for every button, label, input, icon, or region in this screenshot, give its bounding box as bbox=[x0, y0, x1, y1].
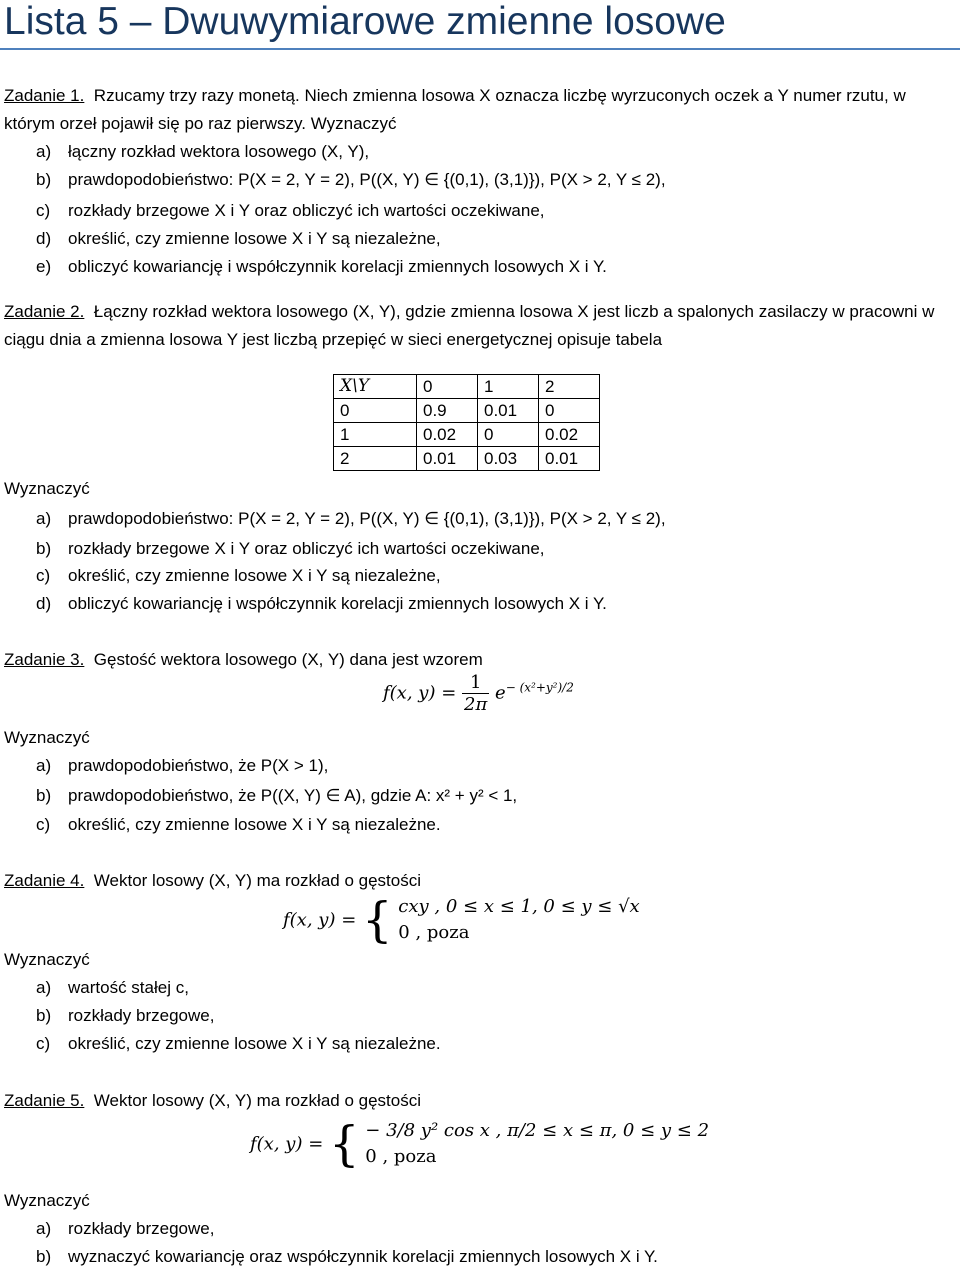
task-3-item-a: a) prawdopodobieństwo, że P(X > 1), bbox=[36, 756, 329, 775]
task-5-item-b: b) wyznaczyć kowariancję oraz współczynnik korelacji zmiennych losowych X i Y. bbox=[36, 1247, 658, 1266]
task-5-wyznaczyc: Wyznaczyć bbox=[4, 1191, 90, 1210]
table-row: 0 0.9 0.01 0 bbox=[334, 399, 600, 423]
page-title: Lista 5 – Dwuwymiarowe zmienne losowe bbox=[4, 0, 726, 43]
task-1-intro bbox=[4, 82, 954, 138]
task-2-label: Zadanie 2. bbox=[4, 302, 85, 321]
task-4-intro bbox=[4, 867, 954, 895]
task-1-item-d: d) określić, czy zmienne losowe X i Y są niezależne, bbox=[36, 229, 441, 248]
task-4-item-a: a) wartość stałej c, bbox=[36, 978, 189, 997]
title-rule bbox=[0, 48, 960, 50]
table-header-row: X\Y 0 1 2 bbox=[334, 375, 600, 399]
task-2-intro bbox=[4, 298, 954, 354]
task-3-item-c: c) określić, czy zmienne losowe X i Y są niezależne. bbox=[36, 815, 441, 834]
task-4-item-c: c) określić, czy zmienne losowe X i Y są niezależne. bbox=[36, 1034, 441, 1053]
task-5-text: Wektor losowy (X, Y) ma rozkład o gęstości bbox=[93, 1091, 422, 1110]
task-2-wyznaczyc: Wyznaczyć bbox=[4, 479, 90, 498]
task-1-label: Zadanie 1. bbox=[4, 86, 85, 105]
table-row: 1 0.02 0 0.02 bbox=[334, 423, 600, 447]
task-1-item-c: c) rozkłady brzegowe X i Y oraz obliczyć ich wartości oczekiwane, bbox=[36, 201, 545, 220]
task-1-item-e: e) obliczyć kowariancję i współczynnik korelacji zmiennych losowych X i Y. bbox=[36, 257, 607, 276]
task-1-text: Rzucamy trzy razy monetą. Niech zmienna losowa X oznacza liczbę wyrzuconych oczek a Y numer rzutu, w którym orzeł pojawił się po raz pierwszy. Wyznaczyć bbox=[4, 86, 906, 133]
task-4-text: Wektor losowy (X, Y) ma rozkład o gęstości bbox=[93, 871, 422, 890]
table-row: 2 0.01 0.03 0.01 bbox=[334, 447, 600, 471]
task-3-label: Zadanie 3. bbox=[4, 650, 85, 669]
task-3-density-formula: f(x, y) = $\frac{1}{2\pi}$ $e^{- (x^2+y^2)/2}$ bbox=[383, 672, 574, 715]
task-3-wyznaczyc: Wyznaczyć bbox=[4, 728, 90, 747]
task-4-wyznaczyc: Wyznaczyć bbox=[4, 950, 90, 969]
task-4-density-formula: f(x, y) = { cxy , 0 ≤ x ≤ 1, 0 ≤ y ≤ √x 0 , poza bbox=[283, 892, 640, 948]
task-1-item-b: b) prawdopodobieństwo: P(X = 2, Y = 2), P((X, Y) ∈ {(0,1), (3,1)}), P(X > 2, Y ≤ 2), bbox=[36, 170, 666, 189]
task-5-item-a: a) rozkłady brzegowe, bbox=[36, 1219, 215, 1238]
task-2-item-b: b) rozkłady brzegowe X i Y oraz obliczyć ich wartości oczekiwane, bbox=[36, 539, 545, 558]
task-3-intro bbox=[4, 646, 954, 674]
task-3-item-b: b) prawdopodobieństwo, że P((X, Y) ∈ A), gdzie A: x² + y² < 1, bbox=[36, 786, 518, 805]
task-4-label: Zadanie 4. bbox=[4, 871, 85, 890]
task-2-item-a: a) prawdopodobieństwo: P(X = 2, Y = 2), P((X, Y) ∈ {(0,1), (3,1)}), P(X > 2, Y ≤ 2), bbox=[36, 509, 666, 528]
task-1-item-a: a) łączny rozkład wektora losowego (X, Y), bbox=[36, 142, 370, 161]
task-5-intro bbox=[4, 1087, 954, 1115]
task-2-text: Łączny rozkład wektora losowego (X, Y), gdzie zmienna losowa X jest liczb a spalonych zasilaczy w pracowni w ciągu dnia a zmienna losowa Y jest liczbą przepięć w sieci energetycznej opisuje tabela bbox=[4, 302, 935, 349]
joint-distribution-table bbox=[333, 374, 600, 471]
task-5-density-formula: f(x, y) = { − 3/8 y² cos x , π/2 ≤ x ≤ π, 0 ≤ y ≤ 2 0 , poza bbox=[250, 1116, 710, 1172]
task-2-item-c: c) określić, czy zmienne losowe X i Y są niezależne, bbox=[36, 566, 441, 585]
task-4-item-b: b) rozkłady brzegowe, bbox=[36, 1006, 215, 1025]
task-3-text: Gęstość wektora losowego (X, Y) dana jest wzorem bbox=[93, 650, 483, 669]
task-5-label: Zadanie 5. bbox=[4, 1091, 85, 1110]
task-2-item-d: d) obliczyć kowariancję i współczynnik korelacji zmiennych losowych X i Y. bbox=[36, 594, 607, 613]
